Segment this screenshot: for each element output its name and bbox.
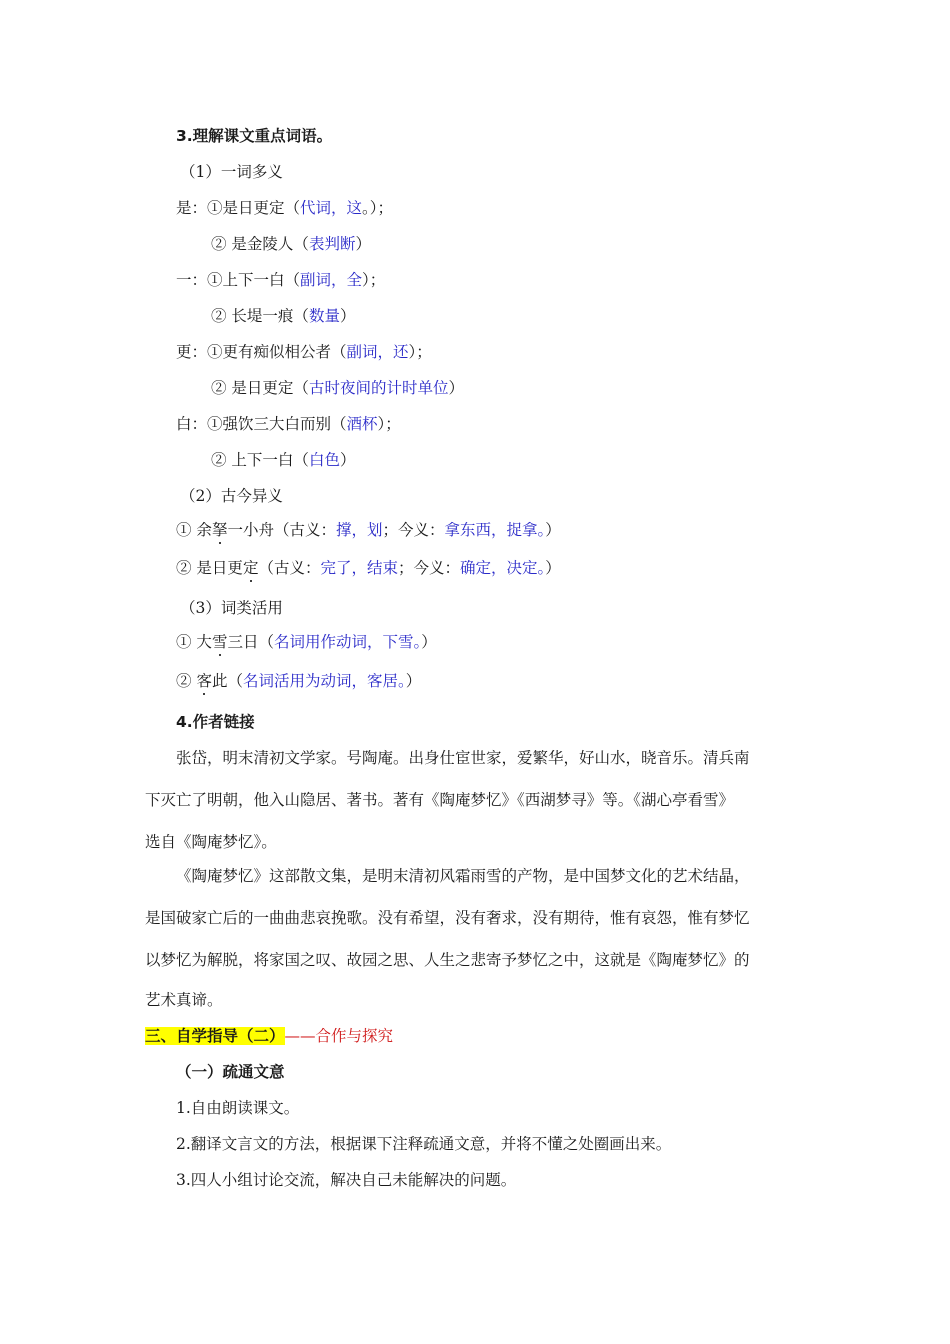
- instruction-item-1: 1.自由朗读课文。: [176, 1099, 300, 1117]
- example-text: ② 是金陵人（: [211, 235, 309, 253]
- author-para-line1: 张岱，明末清初文学家。号陶庵。出身仕宦世家，爱繁华，好山水，晓音乐。清兵南: [176, 749, 750, 767]
- char-label: 一：: [176, 271, 208, 289]
- usage-note: 名词用作动词，下雪。: [273, 633, 422, 651]
- punct: ）: [355, 235, 371, 253]
- punct: ）: [339, 451, 356, 469]
- char-label: 白：: [176, 415, 208, 433]
- punct: ）；: [408, 343, 432, 361]
- meaning-text: 白色: [308, 451, 340, 469]
- author-para-line3: 选自《陶庵梦忆》。: [145, 833, 277, 851]
- meaning-text: 酒杯: [346, 415, 378, 433]
- dotted-char: 拏: [211, 521, 228, 539]
- punct: ）: [339, 307, 356, 325]
- punct: ）；: [377, 415, 401, 433]
- part3-heading-highlight: 三、自学指导（二）: [145, 1027, 285, 1045]
- meaning-text: 数量: [308, 307, 340, 325]
- entry-yi-1: [176, 270, 385, 290]
- char-label: 是：: [176, 199, 208, 217]
- modern-meaning: 拿东西，捉拿。: [444, 521, 546, 539]
- meaning-text: 古时夜间的计时单位: [308, 379, 449, 397]
- example-text: ② 是日更: [176, 559, 243, 577]
- author-para-line2: 下灭亡了明朝，他入山隐居、著书。著有《陶庵梦忆》《西湖梦寻》等。《湖心亭看雪》: [145, 791, 735, 809]
- subheading-clarify: （一）疏通文意: [176, 1063, 285, 1081]
- entry-geng-2: [211, 378, 464, 398]
- example-text: ① 大: [176, 633, 212, 651]
- section3-heading: 3.理解课文重点词语。: [176, 127, 333, 145]
- example-text: ①强饮三大白而别（: [207, 415, 347, 433]
- subheading-polysemy: （1）一词多义: [180, 163, 283, 181]
- meaning-text: 表判断: [308, 235, 356, 253]
- book-para-line3: 以梦忆为解脱，将家国之叹、故园之思、人生之悲寄予梦忆之中，这就是《陶庵梦忆》的: [145, 951, 750, 969]
- example-text: ② 长堤一痕（: [211, 307, 309, 325]
- subheading-word-class: （3）词类活用: [180, 599, 283, 617]
- section4-heading: 4.作者链接: [176, 713, 255, 731]
- meaning-text: 代词，这: [300, 199, 363, 217]
- entry-shi-2: [211, 234, 371, 254]
- instruction-item-3: 3.四人小组讨论交流，解决自己未能解决的问题。: [176, 1171, 517, 1189]
- usage-note: 名词活用为动词，客居。: [242, 672, 406, 690]
- example-text: 一小舟（古义：: [227, 521, 336, 539]
- punct: ）: [405, 672, 422, 690]
- entry-gujin-2: [176, 558, 561, 578]
- subheading-ancient-modern: （2）古今异义: [180, 487, 283, 505]
- book-para-line2: 是国破家亡后的一曲曲悲哀挽歌。没有希望，没有奢求，没有期待，惟有哀怨，惟有梦忆: [145, 909, 750, 927]
- punct: ）: [545, 521, 561, 539]
- entry-gujin-1: [176, 520, 561, 540]
- entry-geng-1: [176, 342, 432, 362]
- example-text: ②: [176, 672, 197, 690]
- entry-bai-2: [211, 450, 355, 470]
- entry-yi-2: [211, 306, 355, 326]
- entry-shi-1: [176, 198, 393, 218]
- entry-huoyong-2: [176, 671, 421, 691]
- example-text: 此（: [211, 672, 243, 690]
- instruction-item-2: 2.翻译文言文的方法，根据课下注释疏通文意，并将不懂之处圈画出来。: [176, 1135, 672, 1153]
- char-label: 更：: [176, 343, 208, 361]
- punct: 。）；: [362, 199, 394, 217]
- example-text: 三日（: [227, 633, 274, 651]
- punct: ）: [448, 379, 464, 397]
- part3-heading: [145, 1026, 393, 1046]
- dotted-char: 定: [242, 559, 259, 577]
- example-text: ；今义：: [397, 559, 460, 577]
- example-text: ①是日更定（: [207, 199, 301, 217]
- example-text: ；今义：: [382, 521, 445, 539]
- dotted-char: 客: [196, 672, 212, 690]
- meaning-text: 副词，全: [300, 271, 363, 289]
- meaning-text: 副词，还: [346, 343, 409, 361]
- example-text: ①上下一白（: [207, 271, 301, 289]
- punct: ）: [421, 633, 437, 651]
- ancient-meaning: 完了，结束: [320, 559, 398, 577]
- example-text: ② 是日更定（: [211, 379, 309, 397]
- ancient-meaning: 撑，划: [335, 521, 383, 539]
- modern-meaning: 确定，决定。: [460, 559, 546, 577]
- entry-bai-1: [176, 414, 401, 434]
- example-text: ② 上下一白（: [211, 451, 309, 469]
- book-para-line4: 艺术真谛。: [145, 991, 223, 1009]
- part3-heading-subtitle: ——合作与探究: [284, 1027, 394, 1045]
- example-text: ① 余: [176, 521, 212, 539]
- punct: ）；: [362, 271, 386, 289]
- punct: ）: [545, 559, 561, 577]
- book-para-line1: 《陶庵梦忆》这部散文集，是明末清初风霜雨雪的产物，是中国梦文化的艺术结晶，: [176, 867, 750, 885]
- example-text: （古义：: [258, 559, 321, 577]
- entry-huoyong-1: [176, 632, 437, 652]
- example-text: ①更有痴似相公者（: [207, 343, 347, 361]
- dotted-char: 雪: [211, 633, 228, 651]
